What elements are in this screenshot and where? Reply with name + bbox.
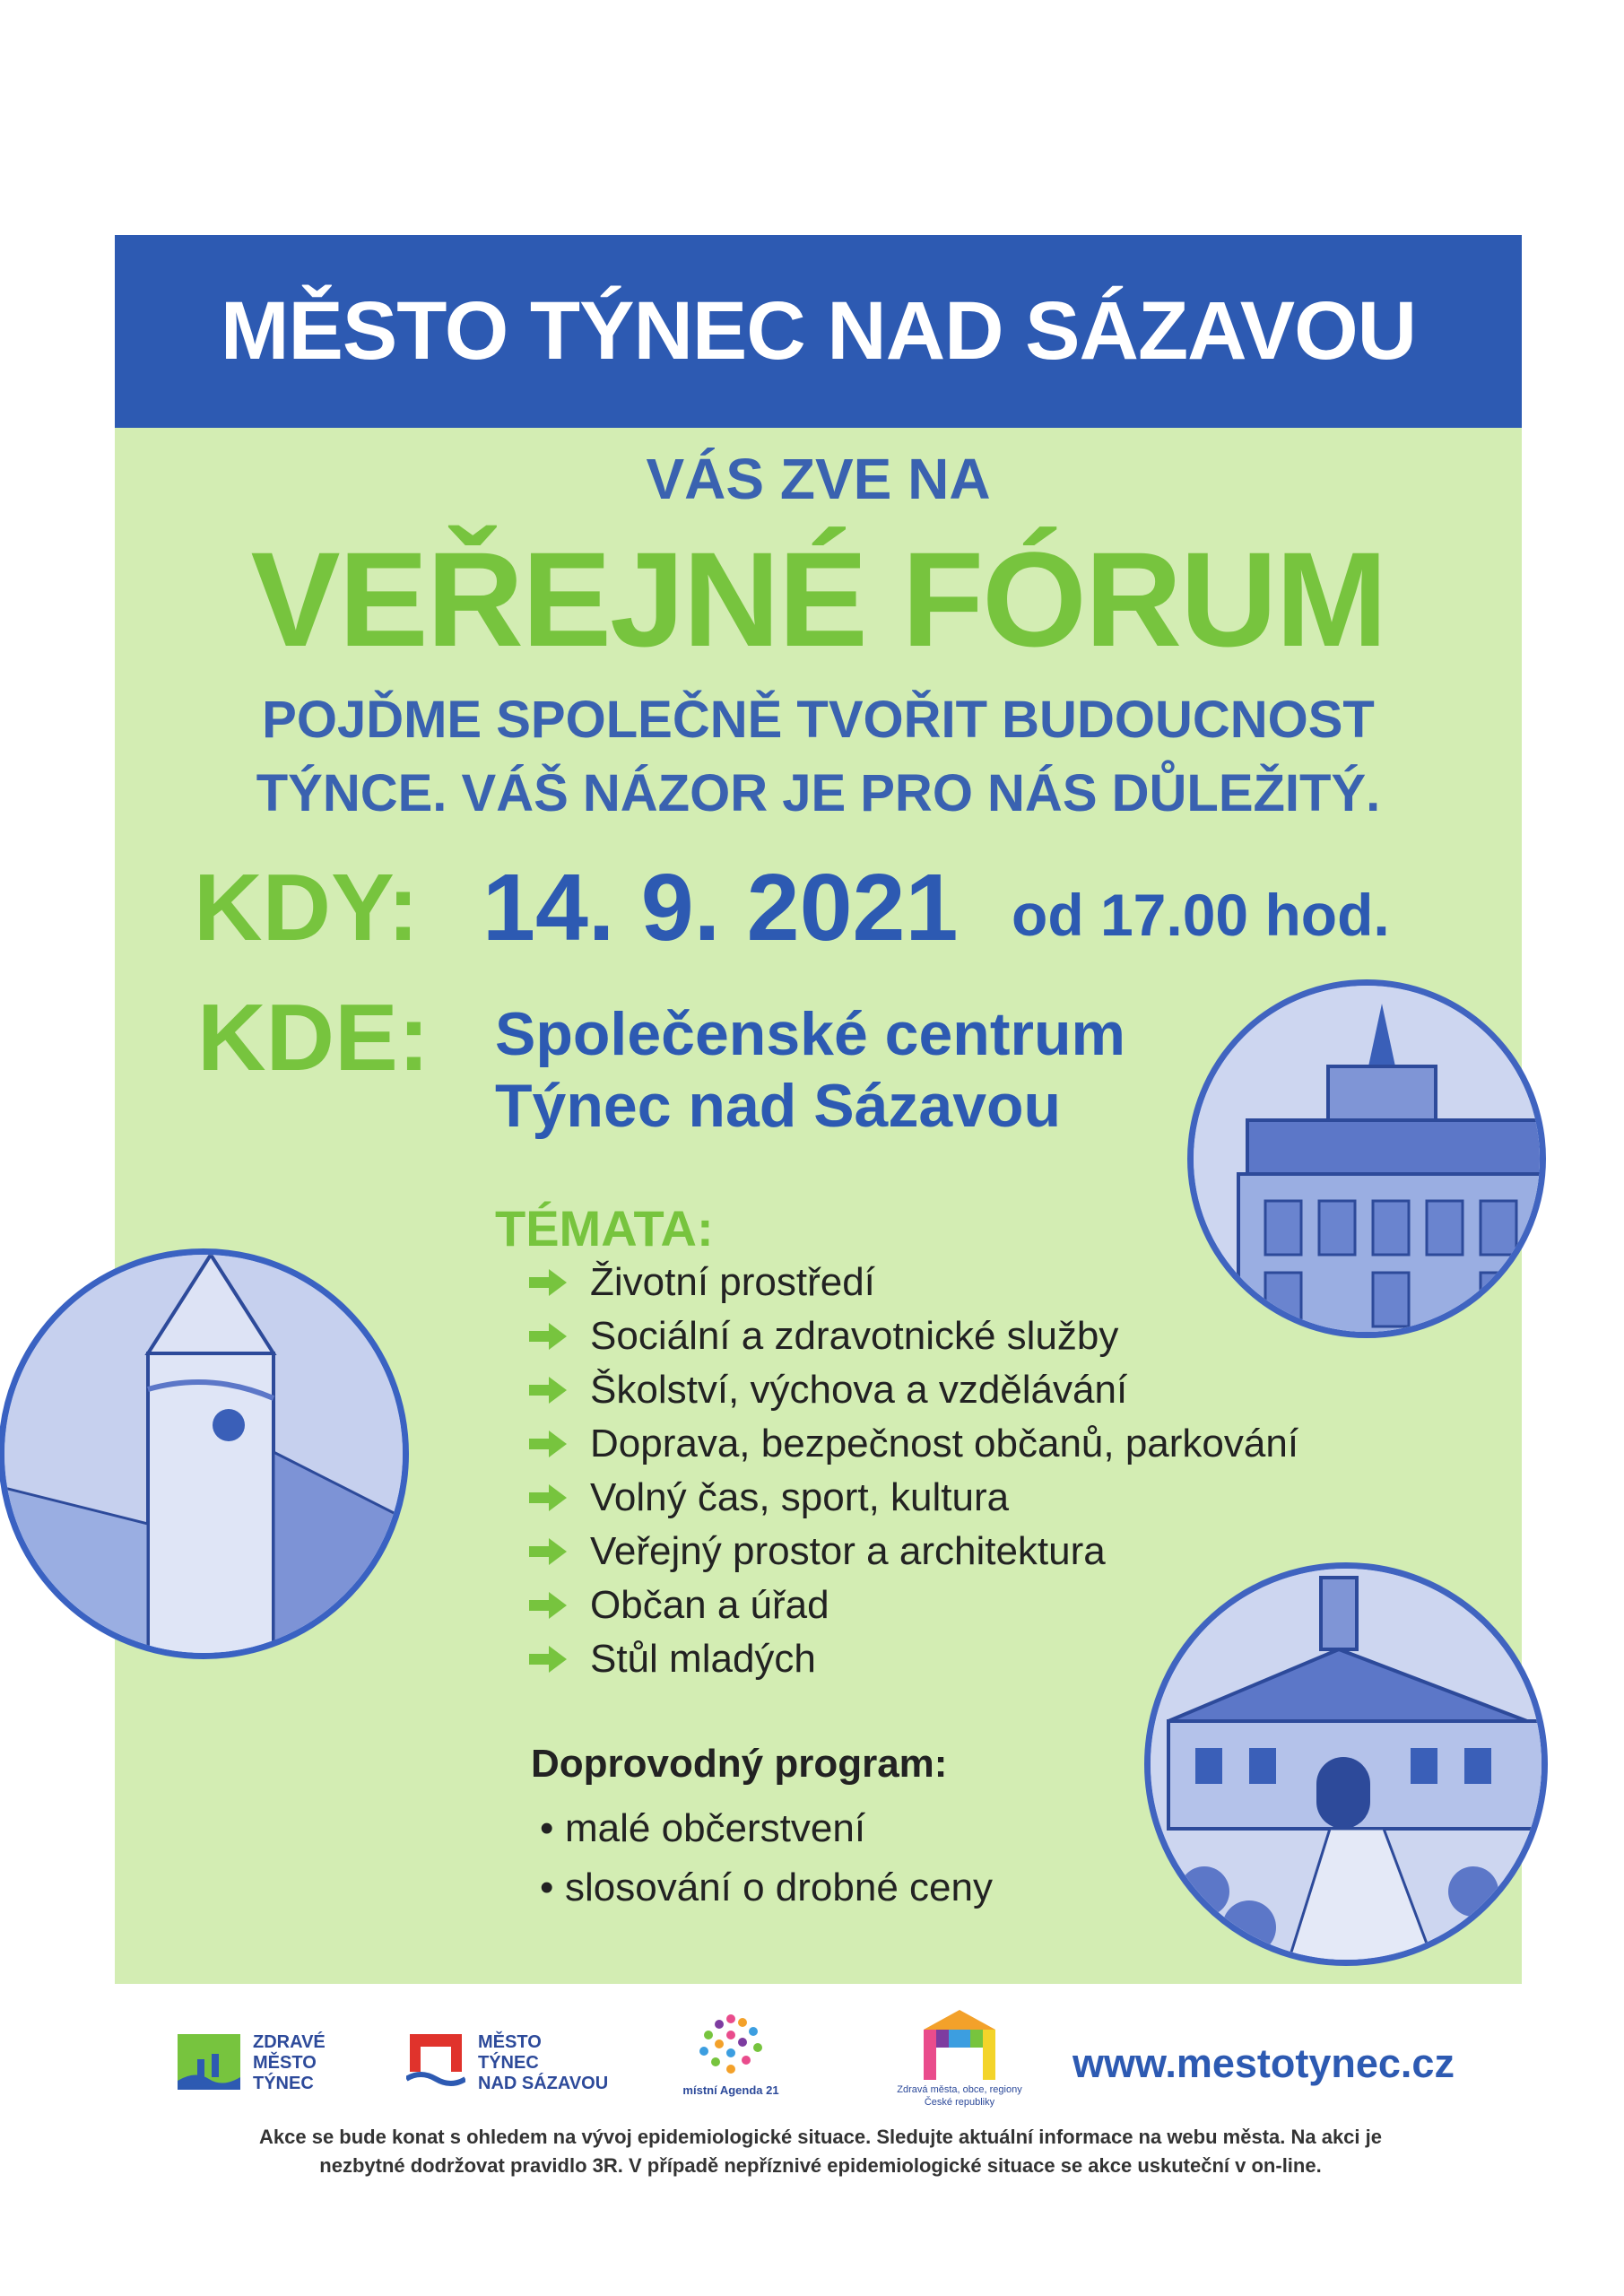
website-link[interactable]: www.mestotynec.cz (1073, 2040, 1455, 2086)
bullet-icon: • (540, 1806, 554, 1850)
poster (115, 235, 1522, 1984)
logo-text: ZDRAVÉ MĚSTO TÝNEC (253, 2032, 326, 2093)
zdrave-mesto-logo (178, 2027, 357, 2099)
dots-icon (682, 2010, 780, 2082)
program-item-label: slosování o drobné ceny (565, 1866, 993, 1909)
city-crest-icon (406, 2027, 465, 2093)
tagline-line-2: TÝNCE. VÁŠ NÁZOR JE PRO NÁS DŮLEŽITÝ. (256, 764, 1381, 822)
list-item (540, 1806, 865, 1851)
arrow-right-icon (529, 1431, 567, 1457)
list-item (529, 1310, 1118, 1362)
list-item (529, 1257, 875, 1309)
where-label: KDE: (197, 985, 430, 1091)
topic-label: Doprava, bezpečnost občanů, parkování (590, 1422, 1299, 1465)
topic-label: Sociální a zdravotnické služby (590, 1314, 1119, 1358)
logo-caption: místní Agenda 21 (682, 2083, 779, 2097)
page-title: MĚSTO TÝNEC NAD SÁZAVOU (115, 235, 1522, 428)
disclaimer: Akce se bude konat s ohledem na vývoj epidemiologické situace. Sledujte aktuální informace na webu města. Na akci je nezbytné dodržovat pravidlo 3R. V případě nepříznivé epidemiologické situace se akce uskuteční v on-line. (259, 2126, 1382, 2177)
topic-label: Školství, výchova a vzdělávání (590, 1368, 1128, 1412)
list-item (529, 1633, 816, 1685)
topics-heading: TÉMATA: (495, 1200, 714, 1257)
list-item (529, 1364, 1127, 1416)
castle-drawing-icon (1151, 1569, 1548, 1966)
photo-church-tower (0, 1248, 409, 1659)
topic-label: Životní prostředí (590, 1260, 875, 1304)
list-item (540, 1866, 993, 1910)
church-drawing-icon (4, 1255, 409, 1659)
zdrava-mesta-logo (897, 2010, 1022, 2110)
program-item-label: malé občerstvení (565, 1806, 866, 1850)
photo-tower-building (1187, 979, 1546, 1338)
program-heading: Doprovodný program: (531, 1742, 948, 1786)
logo-caption: Zdravá města, obce, regiony České republiky (897, 2084, 1022, 2108)
arrow-right-icon (529, 1323, 567, 1350)
arrow-right-icon (529, 1269, 567, 1296)
agenda21-logo (677, 2010, 785, 2110)
rainbow-house-icon (924, 2010, 995, 2080)
list-item (529, 1526, 1106, 1578)
bullet-icon: • (540, 1866, 554, 1909)
topic-label: Veřejný prostor a architektura (590, 1529, 1106, 1573)
topic-label: Stůl mladých (590, 1637, 816, 1681)
logo-text: MĚSTO TÝNEC NAD SÁZAVOU (478, 2032, 609, 2093)
event-date: 14. 9. 2021 (482, 855, 959, 961)
topic-label: Občan a úřad (590, 1583, 829, 1627)
venue-line-2: Týnec nad Sázavou (495, 1072, 1062, 1140)
event-time: od 17.00 hod. (1012, 882, 1390, 948)
arrow-right-icon (529, 1377, 567, 1404)
arrow-right-icon (529, 1538, 567, 1565)
list-item (529, 1418, 1298, 1470)
topic-label: Volný čas, sport, kultura (590, 1475, 1010, 1519)
arrow-right-icon (529, 1646, 567, 1673)
venue-line-1: Společenské centrum (495, 1000, 1125, 1068)
arrow-right-icon (529, 1484, 567, 1511)
tagline (115, 683, 1522, 831)
when-label: KDY: (194, 855, 420, 961)
tagline-line-1: POJĎME SPOLEČNĚ TVOŘIT BUDOUCNOST (262, 691, 1375, 749)
invites-text: VÁS ZVE NA (646, 447, 991, 511)
list-item (529, 1579, 829, 1631)
arrow-right-icon (529, 1592, 567, 1619)
photo-castle (1144, 1562, 1548, 1966)
list-item (529, 1472, 1009, 1524)
tower-drawing-icon (1194, 986, 1546, 1338)
mesto-tynec-logo (406, 2027, 648, 2099)
green-city-icon (178, 2027, 240, 2097)
event-title: VEŘEJNÉ FÓRUM (250, 524, 1386, 674)
